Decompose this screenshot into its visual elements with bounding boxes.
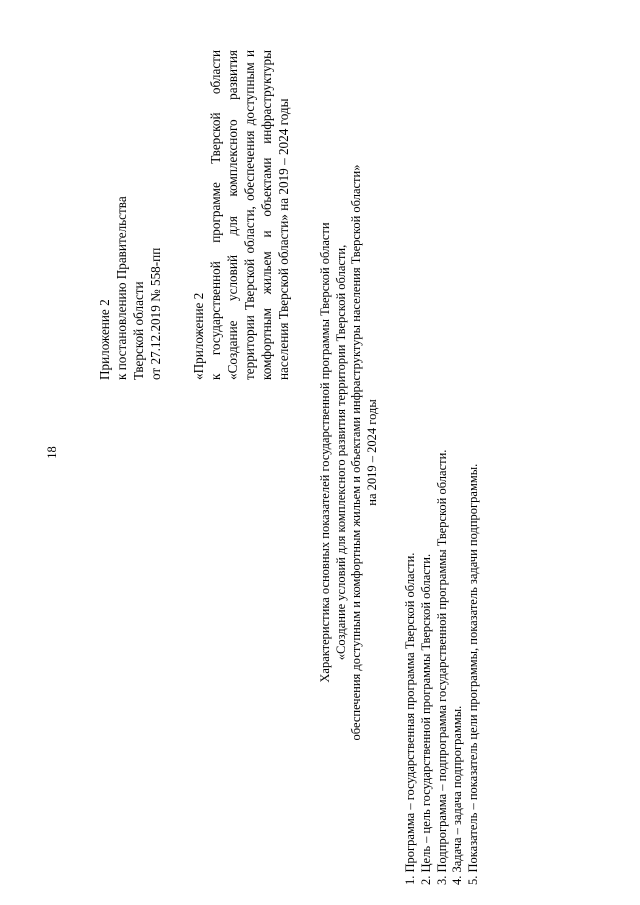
- document-title: [318, 80, 380, 825]
- appendix-line: Приложение 2: [97, 299, 112, 380]
- definition-item: 1. Программа – государственная программа Тверской области.: [403, 552, 417, 885]
- appendix-line: от 27.12.2019 № 558-пп: [148, 247, 163, 380]
- title-line: «Создание условий для комплексного развития территории Тверской области,: [333, 244, 348, 661]
- page-number: 18: [45, 446, 59, 459]
- program-appendix-text: к государственной программе Тверской области «Создание условий для комплексного развития территории Тверской области, обеспечения доступным и комфортным жильем и объектами инфраструктуры населения Тверской области» на 2019 – 2024 годы: [208, 50, 291, 380]
- definition-item: 4. Задача – задача подпрограммы.: [450, 705, 465, 885]
- title-line: Характеристика основных показателей государственной программы Тверской области: [318, 222, 332, 683]
- appendix-line: Тверской области: [131, 281, 146, 380]
- program-appendix-heading: «Приложение 2: [191, 292, 206, 380]
- title-line: обеспечения доступным и комфортным жильем и объектами инфраструктуры населения Тверской области»: [349, 164, 363, 741]
- definition-item: 3. Подпрограмма – подпрограмма государственной программы Тверской области.: [434, 449, 449, 885]
- appendix-line: к постановлению Правительства: [114, 196, 129, 380]
- definition-item: 2. Цель – цель государственной программы Тверской области.: [418, 553, 433, 885]
- definition-item: 5. Показатель – показатель цели программы, показатель задачи подпрограммы.: [466, 463, 481, 885]
- definitions-list: [403, 185, 482, 885]
- title-line: на 2019 – 2024 годы: [364, 399, 379, 506]
- program-appendix-block: [190, 50, 292, 380]
- resolution-appendix-header: [96, 50, 164, 380]
